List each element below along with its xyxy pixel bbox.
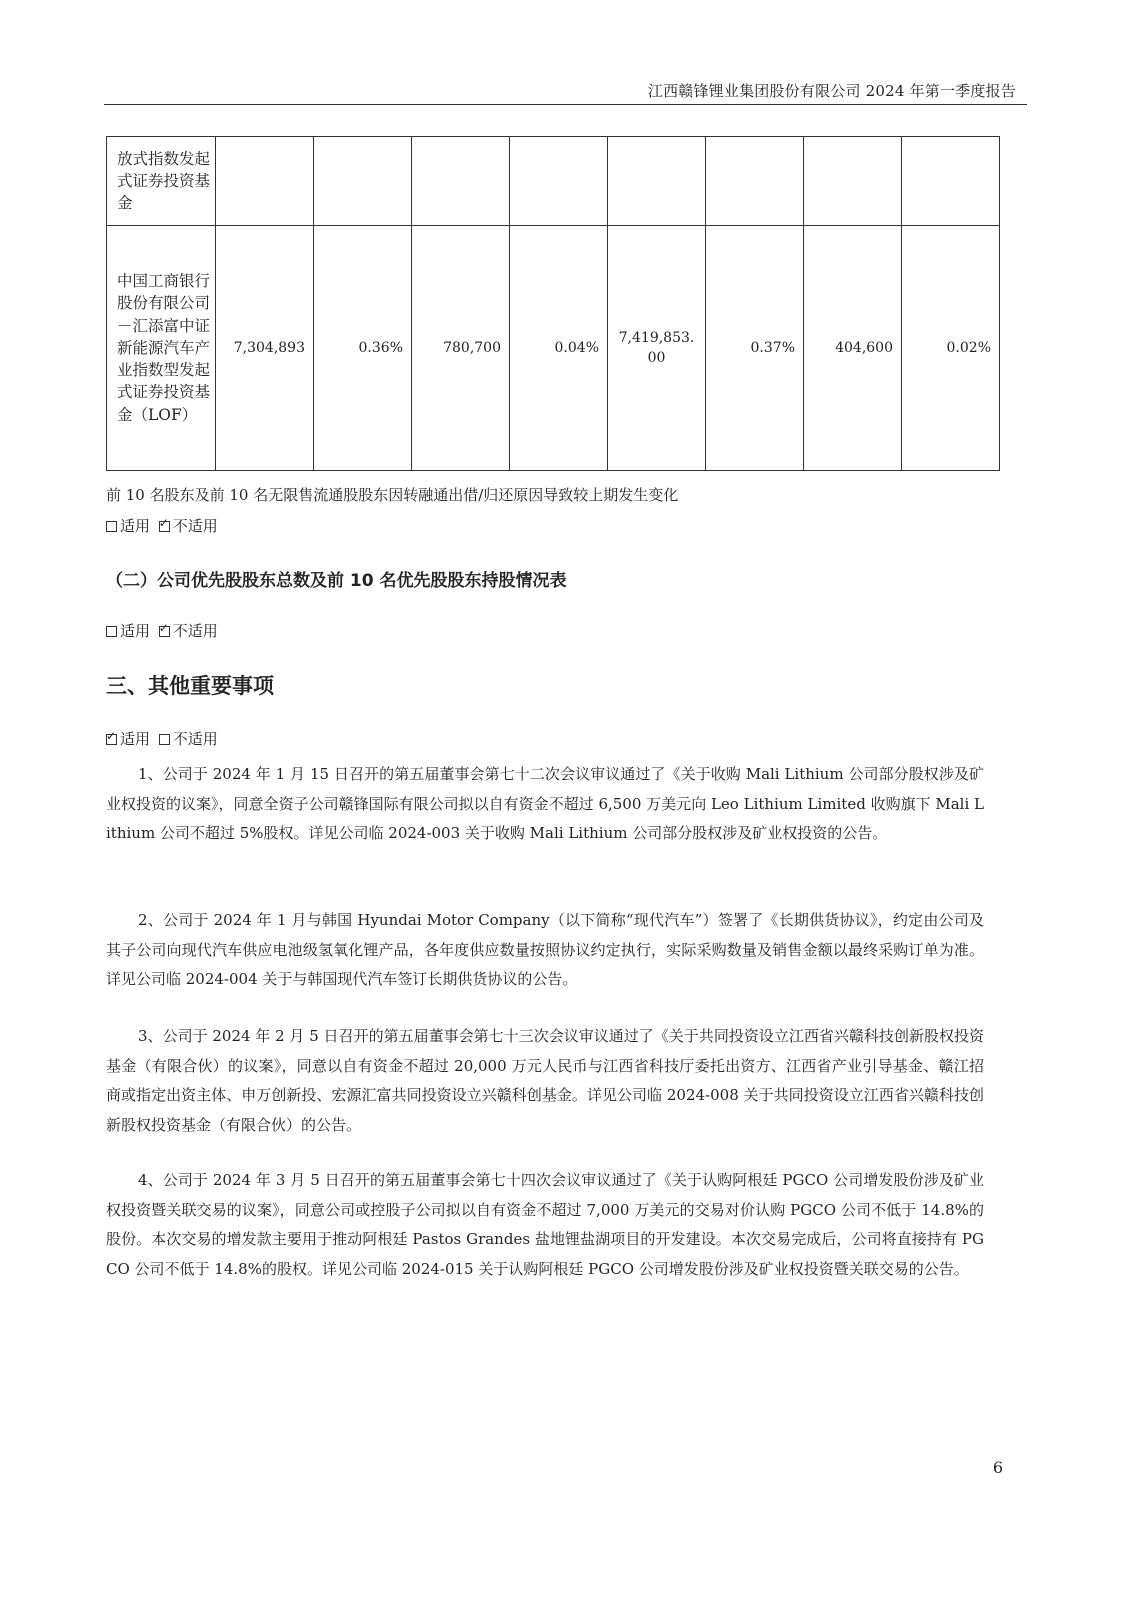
lending-change-status — [106, 515, 218, 536]
table-cell — [804, 137, 902, 226]
unchecked-box-icon[interactable] — [159, 734, 170, 745]
header-divider — [104, 104, 1027, 105]
event-item-4: 4、公司于 2024 年 3 月 5 日召开的第五届董事会第七十四次会议审议通过了《关于认购阿根廷 PGCO 公司增发股份涉及矿业权投资暨关联交易的议案》，同意公司或控股子公司拟以自有资金不超过 7,000 万美元的交易对价认购 PGCO 公司不低于 14.8%的股份。本次交易的增发款主要用于推动阿根廷 Pastos Grandes 盐地锂盐湖项目的开发建设。本次交易完成后，公司将直接持有 PGCO 公司不低于 14.8%的股权。详见公司临 2024-015 关于认购阿根廷 PGCO 公司增发股份涉及矿业权投资暨关联交易的公告。 — [106, 1171, 984, 1278]
report-title: 江西赣锋锂业集团股份有限公司 2024 年第一季度报告 — [647, 82, 1016, 100]
section3-status — [106, 728, 218, 749]
holder-name: 中国工商银行股份有限公司－汇添富中证新能源汽车产业指数型发起式证券投资基金（LOF） — [107, 226, 216, 471]
applicable-label: 适用 — [120, 730, 151, 748]
table-cell: 780,700 — [412, 226, 510, 471]
table-cell — [608, 137, 706, 226]
holder-name: 放式指数发起式证券投资基金 — [107, 137, 216, 226]
table-cell: 7,304,893 — [216, 226, 314, 471]
lending-change-note: 前 10 名股东及前 10 名无限售流通股股东因转融通出借/归还原因导致较上期发生变化 — [106, 486, 679, 504]
unchecked-box-icon[interactable] — [106, 521, 117, 532]
table-cell: 0.36% — [314, 226, 412, 471]
section2-status — [106, 620, 218, 641]
not-applicable-label: 不适用 — [172, 622, 218, 640]
page-number: 6 — [992, 1458, 1003, 1477]
checked-box-icon[interactable] — [106, 734, 117, 745]
table-cell — [706, 137, 804, 226]
table-cell — [314, 137, 412, 226]
event-item-2: 2、公司于 2024 年 1 月与韩国 Hyundai Motor Company（以下简称“现代汽车”）签署了《长期供货协议》，约定由公司及其子公司向现代汽车供应电池级氢氧化锂产品，各年度供应数量按照协议约定执行，实际采购数量及销售金额以最终采购订单为准。详见公司临 2024-004 关于与韩国现代汽车签订长期供货协议的公告。 — [106, 911, 984, 988]
table-cell: 404,600 — [804, 226, 902, 471]
event-item-1: 1、公司于 2024 年 1 月 15 日召开的第五届董事会第七十二次会议审议通过了《关于收购 Mali Lithium 公司部分股权涉及矿业权投资的议案》，同意全资子公司赣锋国际有限公司拟以自有资金不超过 6,500 万美元向 Leo Lithium Limited 收购旗下 Mali Lithium 公司不超过 5%股权。详见公司临 2024-003 关于收购 Mali Lithium 公司部分股权涉及矿业权投资的公告。 — [106, 765, 984, 842]
table-cell — [412, 137, 510, 226]
table-cell: 0.04% — [510, 226, 608, 471]
checked-box-icon[interactable] — [159, 626, 170, 637]
table-row — [107, 137, 1000, 226]
table-cell — [216, 137, 314, 226]
unchecked-box-icon[interactable] — [106, 626, 117, 637]
section2-title: （二）公司优先股股东总数及前 10 名优先股股东持股情况表 — [106, 571, 567, 591]
checked-box-icon[interactable] — [159, 521, 170, 532]
shareholder-table — [106, 136, 1000, 471]
not-applicable-label: 不适用 — [172, 517, 218, 535]
not-applicable-label: 不适用 — [172, 730, 218, 748]
section3-title: 三、其他重要事项 — [106, 674, 274, 698]
applicable-label: 适用 — [120, 622, 151, 640]
table-cell: 7,419,853.00 — [608, 226, 706, 471]
table-cell: 0.02% — [902, 226, 1000, 471]
table-cell — [902, 137, 1000, 226]
applicable-label: 适用 — [120, 517, 151, 535]
table-row — [107, 226, 1000, 471]
table-cell — [510, 137, 608, 226]
event-item-3: 3、公司于 2024 年 2 月 5 日召开的第五届董事会第七十三次会议审议通过了《关于共同投资设立江西省兴赣科技创新股权投资基金（有限合伙）的议案》，同意以自有资金不超过 20,000 万元人民币与江西省科技厅委托出资方、江西省产业引导基金、赣江招商或指定出资主体、申万创新投、宏源汇富共同投资设立兴赣科创基金。详见公司临 2024-008 关于共同投资设立江西省兴赣科技创新股权投资基金（有限合伙）的公告。 — [106, 1027, 984, 1134]
table-cell: 0.37% — [706, 226, 804, 471]
